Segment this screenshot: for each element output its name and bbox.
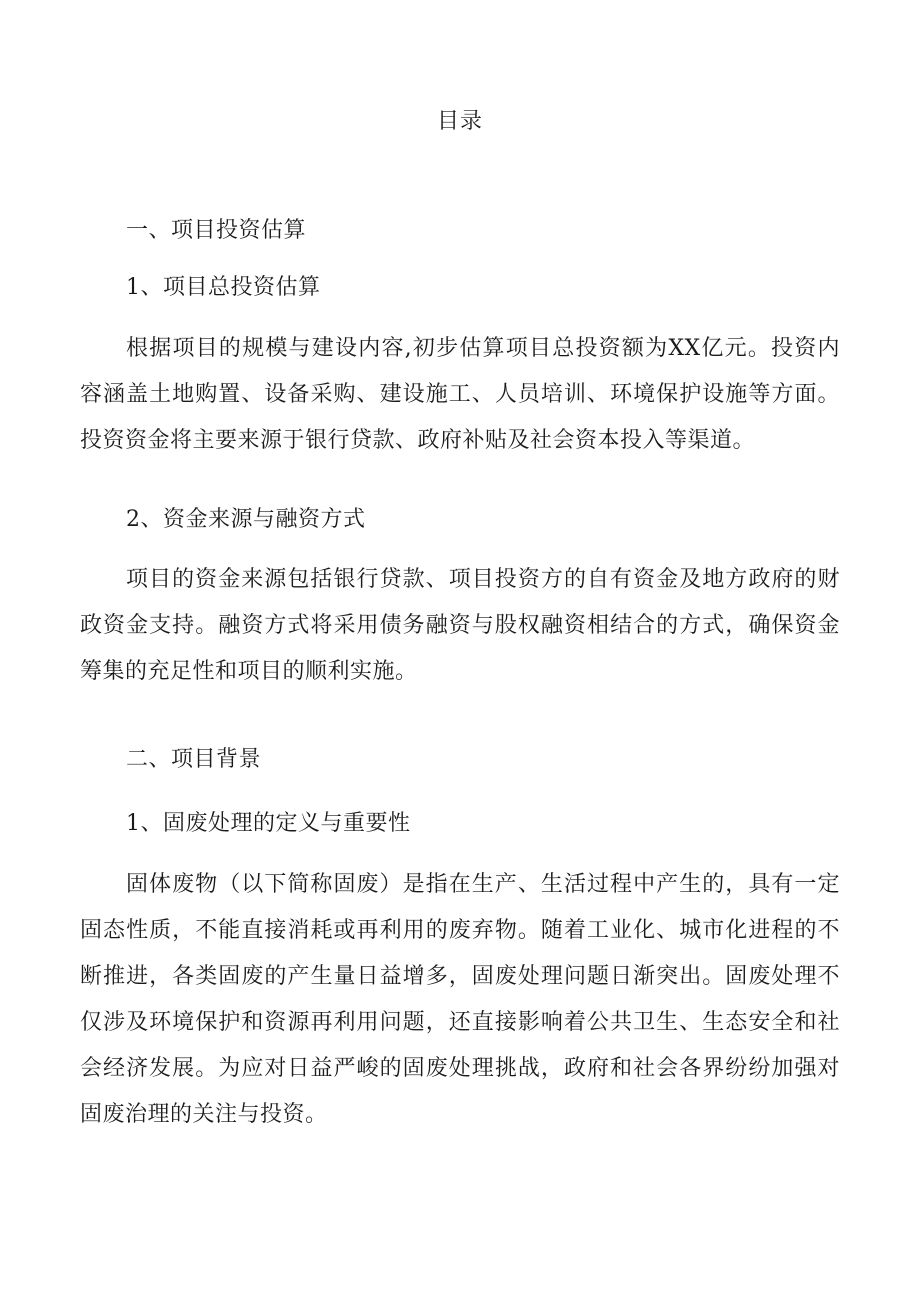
subsection-heading-solid-waste: 1、固废处理的定义与重要性 <box>126 811 411 836</box>
section-heading-background: 二、项目背景 <box>126 747 262 772</box>
section-heading-investment: 一、项目投资估算 <box>126 218 307 243</box>
page-title: 目录 <box>436 109 483 134</box>
paragraph-solid-waste: 固体废物（以下简称固废）是指在生产、生活过程中产生的，具有一定固态性质，不能直接消耗或再利用的废弃物。随着工业化、城市化进程的不断推进，各类固废的产生量日益增多，固废处理问题日渐突出。固废处理不仅涉及环境保护和资源再利用问题，还直接影响着公共卫生、生态安全和社会经济发展。为应对日益严峻的固废处理挑战，政府和社会各界纷纷加强对固废治理的关注与投资。 <box>80 872 840 1127</box>
subsection-heading-funding: 2、资金来源与融资方式 <box>126 507 366 532</box>
paragraph-funding: 项目的资金来源包括银行贷款、项目投资方的自有资金及地方政府的财政资金支持。融资方式将采用债务融资与股权融资相结合的方式，确保资金筹集的充足性和项目的顺利实施。 <box>80 567 840 684</box>
paragraph-total-investment: 根据项目的规模与建设内容,初步估算项目总投资额为XX亿元。投资内容涵盖土地购置、设备采购、建设施工、人员培训、环境保护设施等方面。投资资金将主要来源于银行贷款、政府补贴及社会资本投入等渠道。 <box>80 336 840 453</box>
subsection-heading-total-investment: 1、项目总投资估算 <box>126 275 321 300</box>
